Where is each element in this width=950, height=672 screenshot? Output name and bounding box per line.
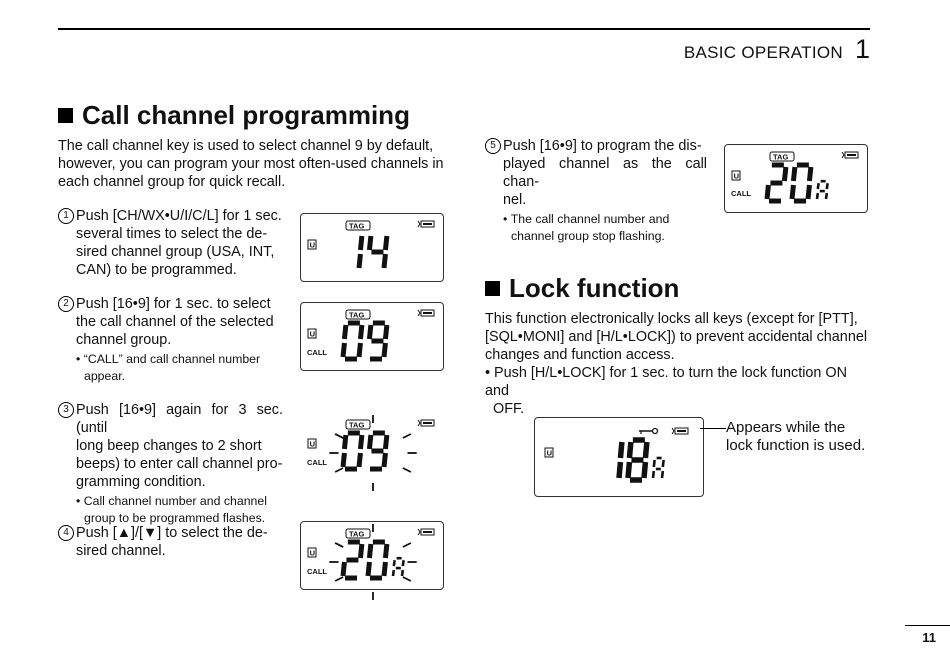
step-5: 5 Push [16•9] to program the dis- played channel as the call chan- nel. • The call channel number and channel group stop flashing. [485,137,707,245]
chapter-number: 1 [854,34,870,64]
step-3: 3 Push [16•9] again for 3 sec. (until long beep changes to 2 short beeps) to enter call channel pro- gramming condition. • Call channel number and channel group to be programmed flashes. [58,401,283,527]
lcd-digit-0 [792,165,811,201]
lcd-display-ch09-call [300,302,444,371]
battery-icon [418,221,434,227]
page-number-rule [905,625,950,626]
lcd-digit-2 [767,165,786,201]
step-number: 2 [58,296,74,312]
call-label: CALL [307,348,327,357]
lcd-display-ch14 [300,213,444,282]
u-label: U [309,329,316,339]
battery-icon [418,420,434,426]
call-label: CALL [307,458,327,467]
u-label: U [546,448,553,458]
lcd-screen [301,303,443,370]
svg-text:TAG: TAG [349,310,365,320]
section-heading-lock-function: Lock function [485,273,679,304]
battery-icon [672,428,688,434]
lcd-display-ch20-flashing [300,521,444,590]
lcd-display-ch18-lock [534,417,704,497]
lcd-screen [301,214,443,281]
square-bullet-icon [58,108,73,123]
section-heading-call-channel: Call channel programming [58,100,410,131]
lcd-digit-0 [343,433,362,469]
step-bullet: • Call channel number and channel group to be programmed flashes. [76,494,267,525]
step-number: 1 [58,208,74,224]
step-4: 4 Push [▲]/[▼] to select the de- sired channel. [58,524,283,560]
lcd-digit-2 [343,542,362,578]
lcd-digit-9 [369,323,386,359]
step-number: 4 [58,525,74,541]
svg-text:TAG: TAG [349,420,365,430]
battery-icon [418,310,434,316]
lock-callout-text: Appears while the lock function is used. [726,419,866,454]
lcd-digit-A [653,458,664,478]
tag-badge [346,529,370,539]
lcd-screen [301,522,443,589]
svg-text:TAG: TAG [349,221,365,231]
lcd-digit-A [393,558,404,576]
battery-icon [418,529,434,535]
top-rule [58,28,870,30]
u-label: U [309,439,316,449]
intro-paragraph: The call channel key is used to select channel 9 by default, however, you can program your most often-used channels in each channel group for quick recall. [58,138,444,190]
step-number: 3 [58,402,74,418]
square-bullet-icon [485,281,500,296]
lcd-screen [301,413,443,491]
tag-badge [770,152,794,162]
lcd-digit-0 [343,323,362,359]
call-label: CALL [307,567,327,576]
lcd-screen [725,145,867,212]
running-header [684,36,870,63]
tag-badge [346,221,370,231]
step-1: 1 Push [CH/WX•U/I/C/L] for 1 sec. several times to select the de- sired channel group (USA, INT, CAN) to be programmed. [58,207,283,279]
lcd-digit-4 [369,236,386,268]
step-number: 5 [485,138,501,154]
u-label: U [309,548,316,558]
step-2: 2 Push [16•9] for 1 sec. to select the call channel of the selected channel group. • “CALL” and call channel number appear. [58,295,283,385]
lcd-digit-9 [369,433,386,469]
tag-badge [346,310,370,320]
lcd-screen [535,418,703,496]
lock-bullet: • Push [H/L•LOCK] for 1 sec. to turn the lock function ON and OFF. [485,365,848,417]
lcd-digit-A [817,181,828,199]
lcd-display-ch09-flashing [300,412,444,481]
lcd-digit-8 [628,440,647,480]
svg-text:TAG: TAG [349,529,365,539]
svg-text:TAG: TAG [773,152,789,162]
page-number: 11 [922,630,936,645]
step-bullet: • “CALL” and call channel number appear. [76,352,261,383]
callout-leader-line [700,428,726,429]
lcd-digit-1 [359,236,362,268]
u-label: U [733,171,740,181]
lock-intro-paragraph: This function electronically locks all keys (except for [PTT], [SQL•MONI] and [H/L•LOCK]) to prevent accidental channel changes and function access. [485,311,868,363]
u-label: U [309,240,316,250]
lcd-digit-0 [368,542,387,578]
lcd-display-ch20-call [724,144,868,213]
step-bullet: • The call channel number and channel group stop flashing. [503,212,670,243]
key-icon [639,429,658,435]
lcd-digit-1 [619,442,622,478]
call-label: CALL [731,189,751,198]
battery-icon [842,152,858,158]
header-title: BASIC OPERATION [683,43,843,62]
tag-badge [346,420,370,430]
